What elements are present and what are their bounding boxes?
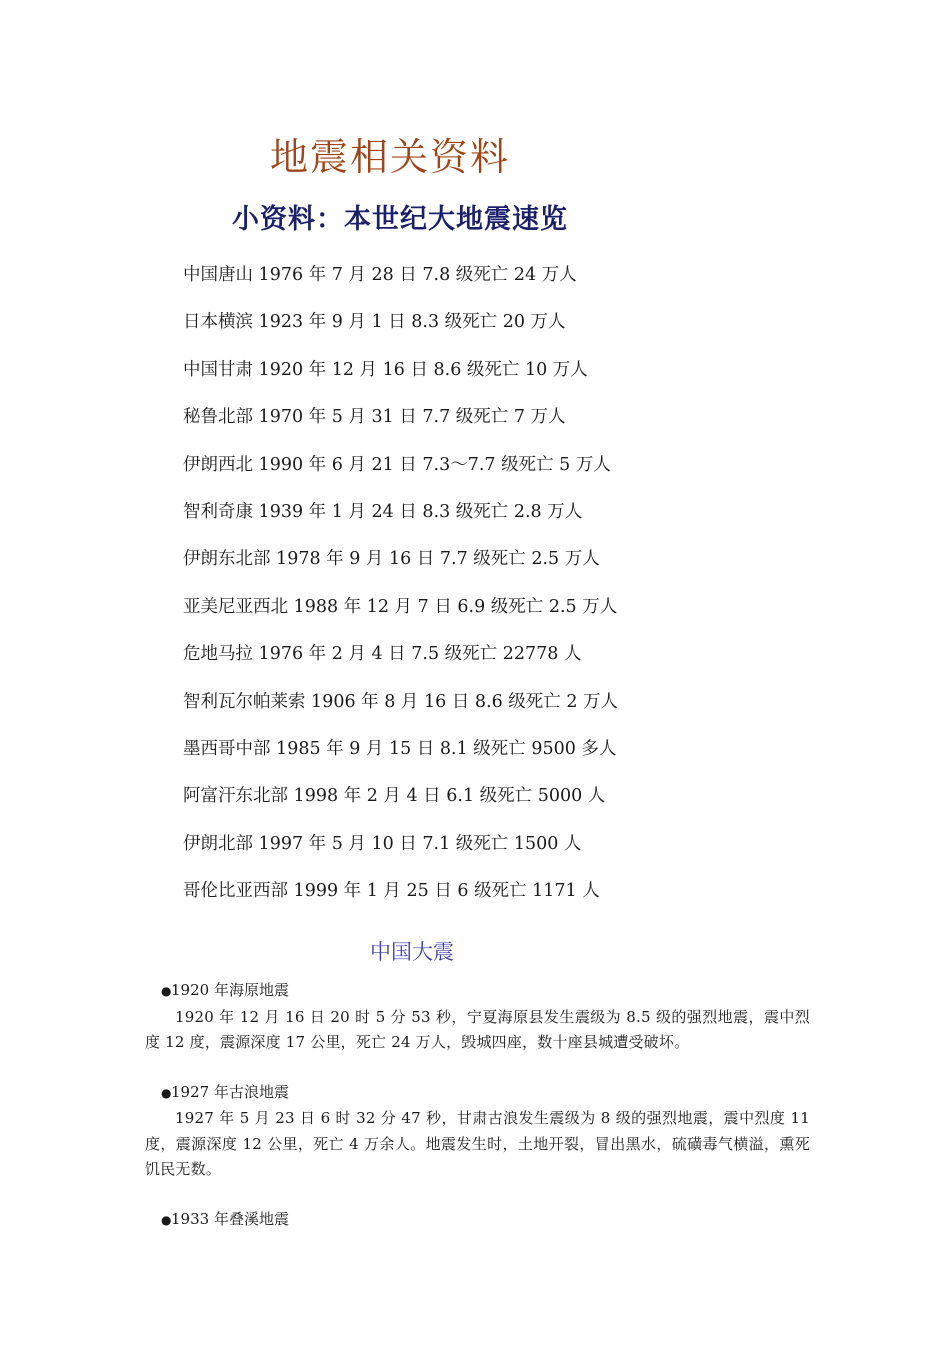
entry-heading-text: 1927 年古浪地震: [171, 1082, 289, 1101]
list-item: 秘鲁北部 1970 年 5 月 31 日 7.7 级死亡 7 万人: [183, 407, 566, 428]
list-item: 危地马拉 1976 年 2 月 4 日 7.5 级死亡 22778 人: [183, 644, 582, 665]
list-item: 伊朗西北 1990 年 6 月 21 日 7.3～7.7 级死亡 5 万人: [183, 454, 611, 475]
entry-1927-gulang: [145, 1080, 810, 1183]
entry-heading-text: 1933 年叠溪地震: [171, 1209, 289, 1228]
list-item: 智利瓦尔帕莱索 1906 年 8 月 16 日 8.6 级死亡 2 万人: [183, 691, 619, 712]
list-item: 智利奇康 1939 年 1 月 24 日 8.3 级死亡 2.8 万人: [183, 501, 583, 522]
list-item: 阿富汗东北部 1998 年 2 月 4 日 6.1 级死亡 5000 人: [183, 786, 606, 807]
bullet-icon: ●: [161, 1085, 172, 1100]
bullet-icon: ●: [161, 984, 172, 998]
china-earthquakes-section: [145, 978, 810, 1257]
list-item: 日本横滨 1923 年 9 月 1 日 8.3 级死亡 20 万人: [183, 312, 566, 333]
page-title: 地震相关资料: [270, 135, 511, 179]
earthquake-list: [183, 262, 618, 925]
entry-heading-text: 1920 年海原地震: [171, 981, 289, 999]
list-item: 哥伦比亚西部 1999 年 1 月 25 日 6 级死亡 1171 人: [183, 881, 600, 902]
list-item: 中国甘肃 1920 年 12 月 16 日 8.6 级死亡 10 万人: [183, 359, 588, 380]
page-subtitle: 小资料：本世纪大地震速览: [232, 204, 568, 235]
bullet-icon: ●: [161, 1212, 172, 1227]
list-item: 伊朗北部 1997 年 5 月 10 日 7.1 级死亡 1500 人: [183, 833, 582, 854]
entry-body: 1920 年 12 月 16 日 20 时 5 分 53 秒，宁夏海原县发生震级为 8.5 级的强烈地震，震中烈度 12 度，震源深度 17 公里，死亡 24 万人，毁城四座，数十座县城遭受破坏。: [145, 1007, 810, 1051]
entry-body: 1927 年 5 月 23 日 6 时 32 分 47 秒，甘肃古浪发生震级为 8 级的强烈地震，震中烈度 11 度，震源深度 12 公里，死亡 4 万余人。地震发生时，土地开裂，冒出黑水，硫磺毒气横溢，熏死饥民无数。: [145, 1109, 810, 1178]
list-item: 伊朗东北部 1978 年 9 月 16 日 7.7 级死亡 2.5 万人: [183, 549, 600, 570]
entry-1933-diexi: [145, 1207, 810, 1234]
list-item: 亚美尼亚西北 1988 年 12 月 7 日 6.9 级死亡 2.5 万人: [183, 596, 618, 617]
entry-heading: [145, 1080, 810, 1107]
list-item: 中国唐山 1976 年 7 月 28 日 7.8 级死亡 24 万人: [183, 265, 577, 285]
list-item: 墨西哥中部 1985 年 9 月 15 日 8.1 级死亡 9500 多人: [183, 738, 617, 759]
entry-1920-haiyuan: [145, 978, 810, 1056]
entry-heading: [145, 978, 810, 1005]
section-title-china: 中国大震: [370, 940, 454, 964]
entry-heading: [145, 1207, 810, 1234]
